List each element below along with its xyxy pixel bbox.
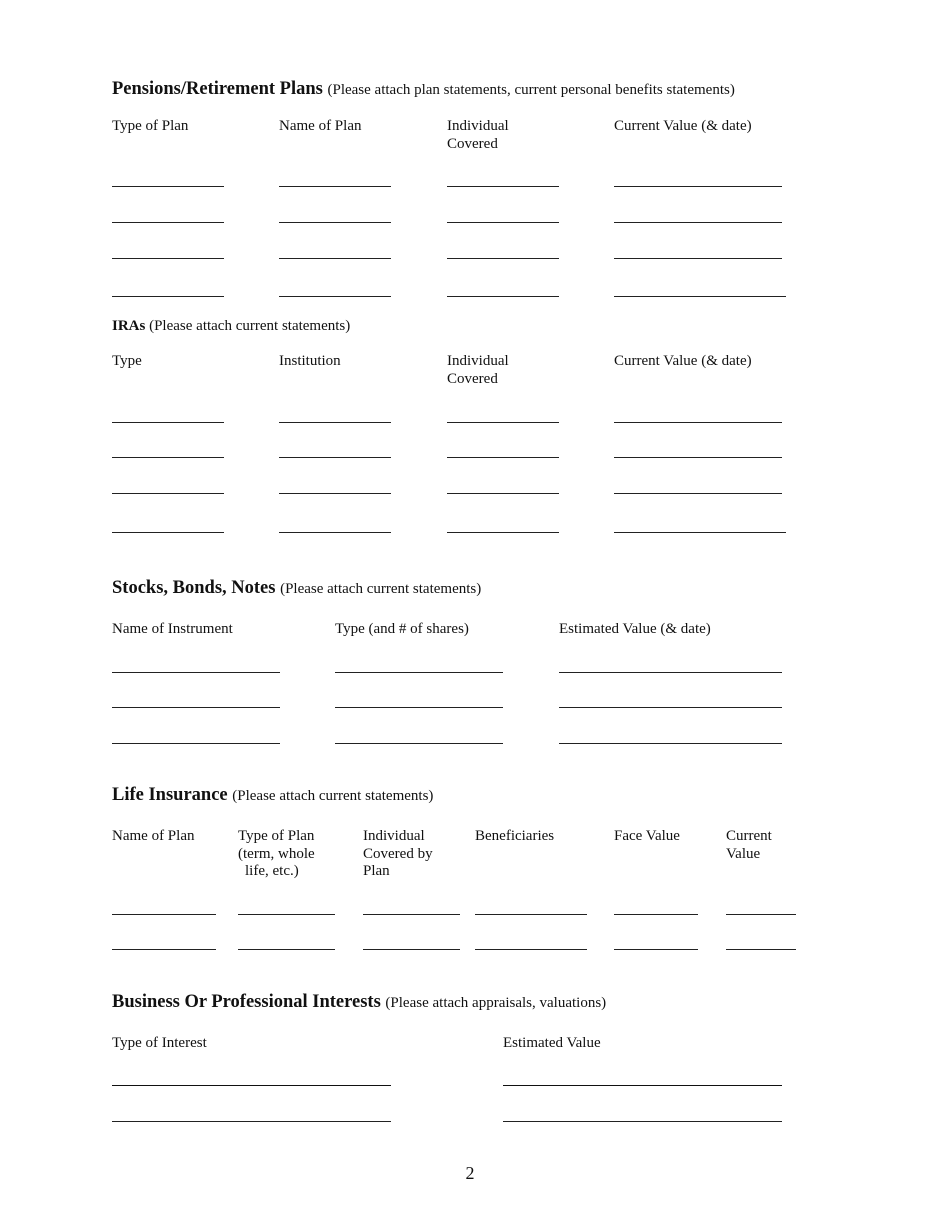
iras-header-institution: Institution <box>279 353 341 369</box>
pensions-type-field[interactable] <box>112 222 224 223</box>
pensions-header-value: Current Value (& date) <box>614 118 752 134</box>
life-header-individual-line3: Plan <box>363 863 390 879</box>
stocks-instrument-field[interactable] <box>112 743 280 744</box>
iras-header-individual-line2: Covered <box>447 370 498 387</box>
stocks-type-field[interactable] <box>335 743 503 744</box>
business-section-title <box>112 992 606 1013</box>
pensions-header-individual-line1: Individual <box>447 118 509 134</box>
pensions-header-type: Type of Plan <box>112 118 189 134</box>
life-name-field[interactable] <box>112 914 216 915</box>
business-value-field[interactable] <box>503 1085 782 1086</box>
life-header-face: Face Value <box>614 828 680 844</box>
life-header-type-line3: life, etc.) <box>245 863 299 879</box>
iras-type-field[interactable] <box>112 422 224 423</box>
life-header-individual <box>363 828 433 881</box>
pensions-value-field[interactable] <box>614 186 782 187</box>
pensions-title: Pensions/Retirement Plans <box>112 79 323 99</box>
pensions-note: (Please attach plan statements, current personal benefits statements) <box>327 82 735 98</box>
iras-individual-field[interactable] <box>447 422 559 423</box>
life-current-field[interactable] <box>726 949 796 950</box>
iras-section-title <box>112 318 350 335</box>
life-beneficiaries-field[interactable] <box>475 949 587 950</box>
pensions-value-field[interactable] <box>614 222 782 223</box>
iras-header-value: Current Value (& date) <box>614 353 752 369</box>
iras-value-field[interactable] <box>614 457 782 458</box>
pensions-section-title <box>112 79 735 100</box>
pensions-type-field[interactable] <box>112 296 224 297</box>
iras-individual-field[interactable] <box>447 493 559 494</box>
pensions-type-field[interactable] <box>112 186 224 187</box>
life-individual-field[interactable] <box>363 914 460 915</box>
life-current-field[interactable] <box>726 914 796 915</box>
iras-value-field[interactable] <box>614 532 786 533</box>
life-header-name: Name of Plan <box>112 828 195 844</box>
life-face-field[interactable] <box>614 949 698 950</box>
pensions-name-field[interactable] <box>279 296 391 297</box>
life-header-type-line1: Type of Plan <box>238 828 315 844</box>
life-header-current <box>726 828 772 863</box>
business-value-field[interactable] <box>503 1121 782 1122</box>
iras-header-individual <box>447 353 509 388</box>
business-header-type: Type of Interest <box>112 1035 207 1051</box>
life-header-current-line1: Current <box>726 828 772 844</box>
stocks-value-field[interactable] <box>559 743 782 744</box>
life-header-individual-line2: Covered by <box>363 845 433 862</box>
iras-title: IRAs <box>112 318 146 334</box>
life-title: Life Insurance <box>112 785 228 805</box>
life-header-type-line2: (term, whole <box>238 845 315 862</box>
stocks-section-title <box>112 578 481 599</box>
business-title: Business Or Professional Interests <box>112 992 381 1012</box>
pensions-individual-field[interactable] <box>447 222 559 223</box>
pensions-value-field[interactable] <box>614 296 786 297</box>
iras-header-individual-line1: Individual <box>447 353 509 369</box>
pensions-name-field[interactable] <box>279 258 391 259</box>
pensions-individual-field[interactable] <box>447 258 559 259</box>
stocks-value-field[interactable] <box>559 672 782 673</box>
iras-type-field[interactable] <box>112 532 224 533</box>
life-header-current-line2: Value <box>726 845 761 862</box>
pensions-name-field[interactable] <box>279 186 391 187</box>
pensions-name-field[interactable] <box>279 222 391 223</box>
pensions-value-field[interactable] <box>614 258 782 259</box>
iras-type-field[interactable] <box>112 493 224 494</box>
page-number: 2 <box>465 1163 475 1183</box>
life-type-field[interactable] <box>238 914 335 915</box>
iras-type-field[interactable] <box>112 457 224 458</box>
life-beneficiaries-field[interactable] <box>475 914 587 915</box>
stocks-instrument-field[interactable] <box>112 672 280 673</box>
iras-header-type: Type <box>112 353 142 369</box>
iras-institution-field[interactable] <box>279 457 391 458</box>
iras-note: (Please attach current statements) <box>149 318 351 334</box>
stocks-value-field[interactable] <box>559 707 782 708</box>
stocks-type-field[interactable] <box>335 672 503 673</box>
business-type-field[interactable] <box>112 1121 391 1122</box>
iras-institution-field[interactable] <box>279 422 391 423</box>
business-type-field[interactable] <box>112 1085 391 1086</box>
business-header-value: Estimated Value <box>503 1035 601 1051</box>
stocks-header-value: Estimated Value (& date) <box>559 621 711 637</box>
stocks-instrument-field[interactable] <box>112 707 280 708</box>
life-header-type <box>238 828 315 881</box>
iras-value-field[interactable] <box>614 422 782 423</box>
stocks-header-type: Type (and # of shares) <box>335 621 469 637</box>
pensions-header-individual-line2: Covered <box>447 135 498 152</box>
stocks-type-field[interactable] <box>335 707 503 708</box>
life-face-field[interactable] <box>614 914 698 915</box>
life-individual-field[interactable] <box>363 949 460 950</box>
pensions-type-field[interactable] <box>112 258 224 259</box>
iras-institution-field[interactable] <box>279 493 391 494</box>
pensions-individual-field[interactable] <box>447 296 559 297</box>
life-name-field[interactable] <box>112 949 216 950</box>
stocks-title: Stocks, Bonds, Notes <box>112 578 276 598</box>
business-note: (Please attach appraisals, valuations) <box>385 995 607 1011</box>
stocks-note: (Please attach current statements) <box>280 581 482 597</box>
pensions-header-name: Name of Plan <box>279 118 362 134</box>
life-section-title <box>112 785 433 806</box>
iras-individual-field[interactable] <box>447 532 559 533</box>
life-header-individual-line1: Individual <box>363 828 425 844</box>
life-type-field[interactable] <box>238 949 335 950</box>
life-header-beneficiaries: Beneficiaries <box>475 828 555 844</box>
life-note: (Please attach current statements) <box>232 788 434 804</box>
pensions-header-individual <box>447 118 509 153</box>
iras-individual-field[interactable] <box>447 457 559 458</box>
stocks-header-instrument: Name of Instrument <box>112 621 233 637</box>
iras-institution-field[interactable] <box>279 532 391 533</box>
pensions-individual-field[interactable] <box>447 186 559 187</box>
iras-value-field[interactable] <box>614 493 782 494</box>
